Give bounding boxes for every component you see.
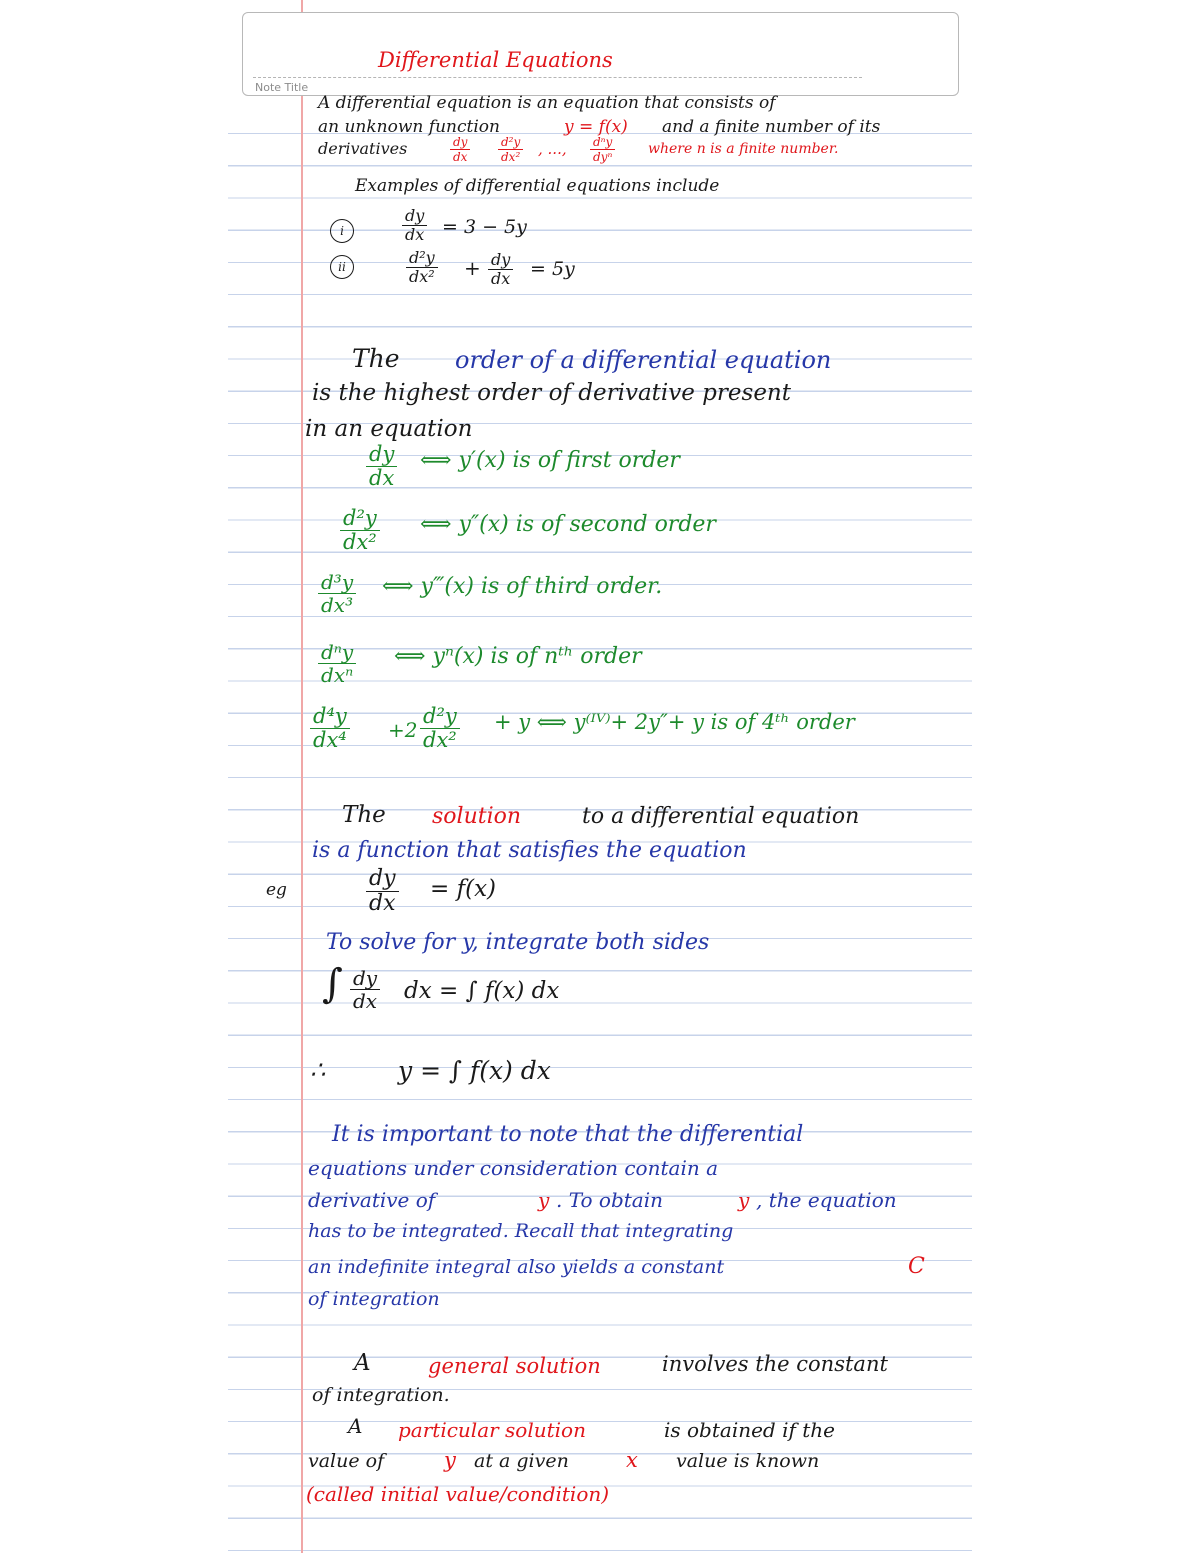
fraction-numerator: dy bbox=[491, 250, 511, 269]
fraction-numerator: d³y bbox=[321, 570, 354, 594]
integral-derivative bbox=[350, 968, 380, 1011]
fraction-denominator: dx bbox=[488, 269, 513, 287]
fraction-numerator: d²y bbox=[409, 248, 435, 267]
general-rest: involves the constant bbox=[662, 1352, 888, 1376]
important-line-3a: derivative of bbox=[308, 1188, 436, 1212]
fraction-numerator: dⁿy bbox=[321, 640, 354, 664]
fraction-denominator: dx² bbox=[340, 530, 380, 553]
derivative-dy-dx bbox=[450, 136, 470, 163]
left-page-margin bbox=[0, 0, 228, 1553]
order-1-derivative bbox=[366, 444, 397, 489]
fraction-numerator: dy bbox=[453, 135, 468, 149]
particular-line-2c: value is known bbox=[676, 1450, 820, 1472]
note-title-label: Note Title bbox=[255, 81, 309, 94]
example-2-second-derivative bbox=[406, 250, 438, 285]
order-n-derivative bbox=[318, 642, 356, 685]
fraction-numerator: dy bbox=[405, 206, 425, 225]
important-line-4: has to be integrated. Recall that integrating bbox=[308, 1220, 734, 1242]
integral-rest: dx = ∫ f(x) dx bbox=[404, 978, 560, 1004]
example-1-marker: i bbox=[330, 219, 354, 243]
definition-line-2b: and a finite number of its bbox=[662, 117, 881, 137]
particular-term: particular solution bbox=[398, 1418, 586, 1442]
particular-x: x bbox=[626, 1448, 638, 1472]
order-term: order of a differential equation bbox=[455, 346, 832, 374]
definition-line-3b: where n is a finite number. bbox=[648, 141, 839, 157]
title-dashed-rule bbox=[253, 77, 862, 78]
order-4-second-term bbox=[420, 706, 460, 751]
example-2-first-derivative bbox=[488, 252, 513, 287]
important-y-1: y bbox=[538, 1188, 550, 1212]
definition-function: y = f(x) bbox=[564, 117, 628, 137]
fraction-denominator: dx³ bbox=[318, 593, 356, 615]
order-line-3: in an equation bbox=[305, 416, 473, 442]
fraction-numerator: d²y bbox=[343, 506, 377, 530]
fraction-denominator: dxⁿ bbox=[318, 663, 356, 685]
fraction-numerator: dy bbox=[369, 442, 395, 466]
fraction-denominator: dx⁴ bbox=[310, 728, 350, 751]
order-4-first-term bbox=[310, 706, 350, 751]
important-line-3b: . To obtain bbox=[556, 1188, 663, 1212]
fraction-numerator: dⁿy bbox=[593, 135, 613, 149]
example-label: eg bbox=[266, 880, 287, 900]
solve-instruction: To solve for y, integrate both sides bbox=[326, 930, 710, 955]
order-the: The bbox=[352, 344, 400, 373]
definition-line-2a: an unknown function bbox=[318, 117, 500, 137]
fraction-denominator: dx² bbox=[406, 267, 438, 285]
integral-result: y = ∫ f(x) dx bbox=[398, 1056, 551, 1085]
order-3-text: ⟺ y‴(x) is of third order. bbox=[382, 574, 663, 599]
fraction-numerator: dy bbox=[353, 966, 378, 990]
order-line-2: is the highest order of derivative present bbox=[312, 380, 791, 406]
example-1-rhs: = 3 − 5y bbox=[442, 216, 527, 238]
solution-the: The bbox=[342, 802, 386, 828]
order-n-text: ⟺ yⁿ(x) is of nᵗʰ order bbox=[394, 644, 642, 669]
fraction-numerator: d²y bbox=[423, 704, 457, 728]
important-line-2: equations under consideration contain a bbox=[308, 1156, 718, 1180]
page-heading: Differential Equations bbox=[378, 48, 613, 72]
particular-line-2b: at a given bbox=[474, 1450, 569, 1472]
examples-intro: Examples of differential equations include bbox=[355, 176, 720, 196]
example-1-derivative bbox=[402, 208, 427, 243]
order-2-text: ⟺ y″(x) is of second order bbox=[420, 512, 716, 537]
integral-sign: ∫ bbox=[322, 961, 343, 1007]
definition-line-3a: derivatives bbox=[318, 139, 408, 158]
right-page-margin bbox=[972, 0, 1200, 1553]
fraction-denominator: dx bbox=[402, 225, 427, 243]
fraction-numerator: d⁴y bbox=[313, 704, 347, 728]
example-2-marker: ii bbox=[330, 255, 354, 279]
important-constant-c: C bbox=[908, 1254, 925, 1279]
important-line-3c: , the equation bbox=[756, 1188, 897, 1212]
fraction-numerator: d²y bbox=[501, 135, 521, 149]
particular-rest: is obtained if the bbox=[664, 1418, 836, 1442]
example-derivative bbox=[366, 868, 399, 915]
particular-line-3: (called initial value/condition) bbox=[306, 1482, 610, 1506]
fraction-numerator: dy bbox=[369, 866, 396, 891]
derivative-dots: , ..., bbox=[538, 140, 567, 158]
order-1-text: ⟺ y′(x) is of first order bbox=[420, 448, 680, 473]
solution-line-2: is a function that satisfies the equation bbox=[312, 838, 747, 863]
particular-y: y bbox=[444, 1448, 456, 1472]
derivative-d2y-dx2 bbox=[498, 136, 523, 163]
example-rhs: = f(x) bbox=[430, 876, 497, 902]
example-2-rhs: = 5y bbox=[530, 258, 575, 280]
fraction-denominator: dx² bbox=[498, 149, 523, 163]
important-line-6: of integration bbox=[308, 1288, 440, 1310]
order-2-derivative bbox=[340, 508, 380, 553]
fraction-denominator: dyⁿ bbox=[590, 149, 615, 163]
order-3-derivative bbox=[318, 572, 356, 615]
fraction-denominator: dx bbox=[450, 149, 470, 163]
fraction-denominator: dx bbox=[350, 989, 380, 1011]
definition-line-1: A differential equation is an equation that consists of bbox=[318, 93, 776, 113]
important-line-5: an indefinite integral also yields a constant bbox=[308, 1256, 725, 1278]
particular-line-2a: value of bbox=[308, 1450, 385, 1472]
general-line-2: of integration. bbox=[312, 1384, 450, 1406]
therefore-symbol: ∴ bbox=[310, 1056, 326, 1084]
general-term: general solution bbox=[428, 1354, 601, 1378]
fraction-denominator: dx bbox=[366, 466, 397, 489]
particular-a: A bbox=[348, 1414, 363, 1438]
derivative-dny bbox=[590, 136, 615, 163]
fraction-denominator: dx² bbox=[420, 728, 460, 751]
order-4-plus-two: +2 bbox=[388, 718, 418, 742]
fraction-denominator: dx bbox=[366, 891, 399, 915]
example-2-plus: + bbox=[464, 256, 481, 280]
solution-term: solution bbox=[432, 804, 522, 829]
red-margin-line bbox=[301, 0, 303, 1553]
important-line-1: It is important to note that the differential bbox=[332, 1122, 804, 1147]
order-4-text: + y ⟺ y⁽ᴵⱽ⁾+ 2y″+ y is of 4ᵗʰ order bbox=[494, 710, 855, 734]
solution-line-1-rest: to a differential equation bbox=[582, 804, 860, 829]
important-y-2: y bbox=[738, 1188, 750, 1212]
general-a: A bbox=[354, 1350, 371, 1376]
